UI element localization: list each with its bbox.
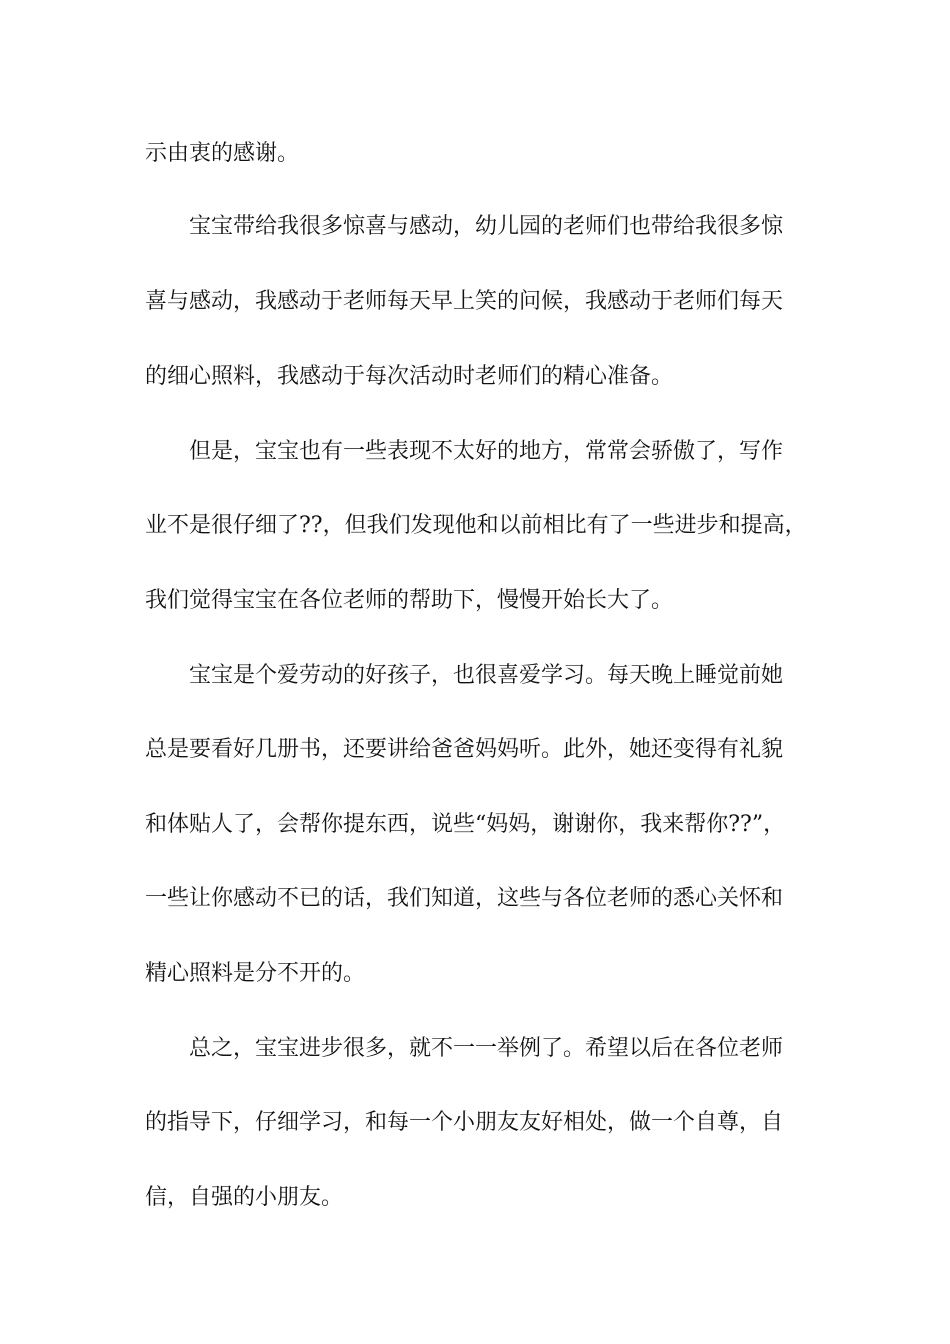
text-line: 喜与感动，我感动于老师每天早上笑的问候，我感动于老师们每天 — [145, 289, 784, 314]
text-line: 业不是很仔细了??，但我们发现他和以前相比有了一些进步和提高， — [145, 513, 807, 538]
text-line: 示由衷的感谢。 — [145, 141, 300, 166]
text-line: 的细心照料，我感动于每次活动时老师们的精心准备。 — [145, 364, 674, 389]
text-line: 宝宝带给我很多惊喜与感动，幼儿园的老师们也带给我很多惊 — [145, 214, 784, 239]
text-line: 精心照料是分不开的。 — [145, 961, 366, 986]
text-line: 我们觉得宝宝在各位老师的帮助下，慢慢开始长大了。 — [145, 588, 674, 613]
text-line: 信，自强的小朋友。 — [145, 1185, 344, 1210]
text-line: 一些让你感动不已的话，我们知道，这些与各位老师的悉心关怀和 — [145, 886, 784, 911]
text-line: 总之，宝宝进步很多，就不一一举例了。希望以后在各位老师 — [145, 1036, 784, 1061]
text-line: 和体贴人了，会帮你提东西，说些“妈妈，谢谢你，我来帮你??”， — [145, 812, 786, 837]
text-line: 但是，宝宝也有一些表现不太好的地方，常常会骄傲了，写作 — [145, 439, 784, 464]
text-line: 宝宝是个爱劳动的好孩子，也很喜爱学习。每天晚上睡觉前她 — [145, 663, 784, 688]
text-line: 的指导下，仔细学习，和每一个小朋友友好相处，做一个自尊，自 — [145, 1110, 784, 1135]
text-line: 总是要看好几册书，还要讲给爸爸妈妈听。此外，她还变得有礼貌 — [145, 737, 784, 762]
